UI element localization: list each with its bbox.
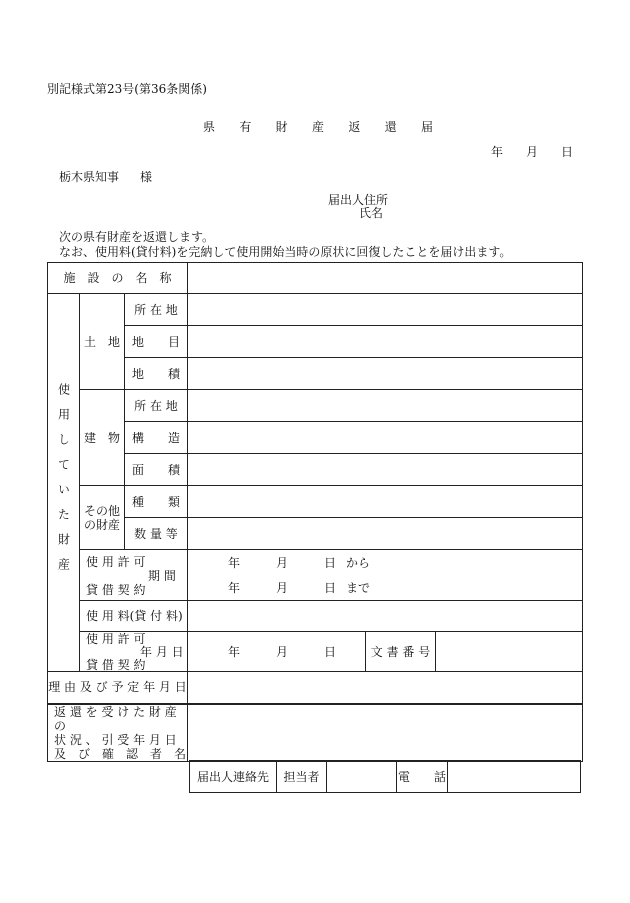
person-field[interactable]	[327, 761, 397, 793]
permit-period-label	[80, 550, 188, 601]
used-property-label	[48, 294, 80, 672]
title-char: 還	[384, 120, 397, 134]
title-char: 財	[275, 120, 288, 134]
doc-number-field[interactable]	[436, 632, 583, 672]
period-to-year: 年	[228, 581, 241, 595]
land-area-field[interactable]	[188, 358, 583, 390]
person-label: 担当者	[277, 761, 327, 793]
period-to-suffix: まで	[346, 581, 371, 595]
usage-fee-field[interactable]	[188, 601, 583, 632]
building-area-field[interactable]	[188, 454, 583, 486]
intro-line-1: 次の県有財産を返還します。	[59, 230, 215, 244]
contact-label: 届出人連絡先	[190, 761, 277, 793]
building-label: 建 物	[80, 390, 125, 486]
permit-date-line-3: 貸 借 契 約	[86, 658, 146, 672]
permit-date-month: 月	[276, 645, 289, 659]
status-line-1: 返 還 を 受 け た 財 産 の	[54, 704, 177, 733]
addressee: 栃木県知事	[59, 170, 120, 184]
building-location-label: 所 在 地	[125, 390, 188, 422]
land-area-label: 地 積	[125, 358, 188, 390]
building-location-field[interactable]	[188, 390, 583, 422]
building-structure-field[interactable]	[188, 422, 583, 454]
intro-line-2: なお、使用料(貸付料)を完納して使用開始当時の原状に回復したことを届け出ます。	[59, 245, 512, 259]
period-to-day: 日	[324, 581, 337, 595]
status-line-2: 状 況 、 引 受 年 月 日	[54, 732, 177, 747]
land-category-label: 地 目	[125, 326, 188, 358]
addressee-suffix: 様	[140, 170, 153, 184]
page-title	[203, 118, 433, 135]
other-type-field[interactable]	[188, 486, 583, 518]
permit-date-year: 年	[228, 645, 241, 659]
doc-number-label: 文 書 番 号	[366, 632, 436, 672]
other-property-label	[80, 486, 125, 550]
title-char: 返	[348, 120, 361, 134]
date-month-label: 月	[526, 145, 539, 159]
return-form-table	[47, 262, 583, 762]
other-property-line-2: の財産	[83, 517, 120, 532]
phone-field[interactable]	[448, 761, 581, 793]
permit-period-line-1: 使 用 許 可	[86, 555, 146, 569]
usage-fee-label: 使 用 料(貸 付 料)	[80, 601, 188, 632]
status-line-3: 及 び 確 認 者 名	[54, 746, 187, 761]
permit-date-field[interactable]	[188, 632, 366, 672]
other-type-label: 種 類	[125, 486, 188, 518]
title-char: 届	[420, 120, 433, 134]
land-location-label: 所 在 地	[125, 294, 188, 326]
other-quantity-label: 数 量 等	[125, 518, 188, 550]
other-quantity-field[interactable]	[188, 518, 583, 550]
period-field[interactable]	[188, 550, 583, 601]
status-field[interactable]	[188, 704, 583, 762]
period-from-month: 月	[276, 556, 289, 570]
permit-date-day: 日	[324, 645, 337, 659]
permit-date-line-1: 使 用 許 可	[86, 632, 146, 646]
form-reference: 別記様式第23号(第36条関係)	[47, 82, 207, 96]
facility-name-label: 施 設 の 名 称	[48, 263, 188, 294]
date-year-label: 年	[491, 145, 504, 159]
status-label	[48, 704, 188, 762]
land-location-field[interactable]	[188, 294, 583, 326]
building-area-label: 面 積	[125, 454, 188, 486]
permit-date-line-2: 年 月 日	[140, 645, 184, 659]
title-char: 県	[203, 120, 216, 134]
applicant-address-label: 届出人住所	[328, 193, 389, 207]
building-structure-label: 構 造	[125, 422, 188, 454]
period-from-year: 年	[228, 556, 241, 570]
phone-label: 電 話	[397, 761, 448, 793]
land-label: 土 地	[80, 294, 125, 390]
facility-name-field[interactable]	[188, 263, 583, 294]
applicant-name-label: 氏名	[359, 206, 384, 220]
permit-period-line-3: 貸 借 契 約	[86, 583, 146, 597]
permit-date-label	[80, 632, 188, 672]
reason-label: 理 由 及 び 予 定 年 月 日	[48, 672, 188, 704]
period-from-suffix: から	[346, 556, 371, 570]
period-to-month: 月	[276, 581, 289, 595]
period-from-day: 日	[324, 556, 337, 570]
reason-field[interactable]	[188, 672, 583, 704]
date-day-label: 日	[561, 145, 574, 159]
title-char: 産	[311, 120, 324, 134]
other-property-line-1: その他	[83, 503, 120, 518]
used-property-text: 使用していた財産	[56, 382, 71, 583]
contact-table	[189, 760, 581, 793]
land-category-field[interactable]	[188, 326, 583, 358]
permit-period-line-2: 期 間	[148, 569, 176, 583]
title-char: 有	[239, 120, 252, 134]
